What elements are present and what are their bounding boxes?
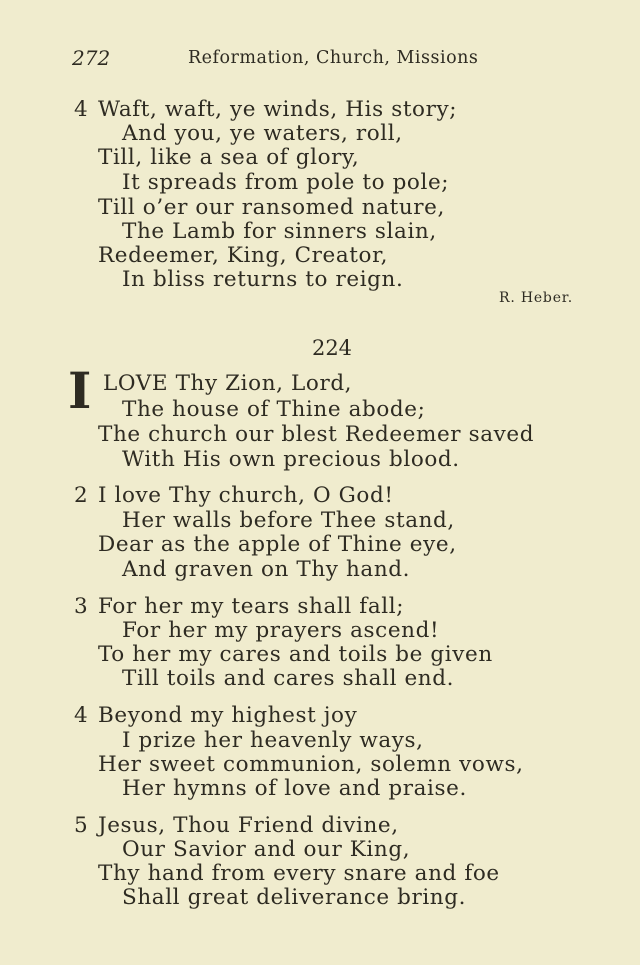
verse-line: The Lamb for sinners slain, bbox=[122, 219, 437, 244]
verse-line: Thy hand from every snare and foe bbox=[98, 861, 500, 886]
verse-line: Redeemer, King, Creator, bbox=[98, 243, 389, 268]
verse-line: With His own precious blood. bbox=[122, 447, 460, 472]
verse-line: The church our blest Redeemer saved bbox=[98, 422, 535, 447]
verse-line: Waft, waft, ye winds, His story; bbox=[98, 97, 458, 122]
stanza-number: 5 bbox=[74, 813, 88, 838]
verse-line: In bliss returns to reign. bbox=[122, 267, 404, 292]
verse-line: Our Savior and our King, bbox=[122, 837, 411, 862]
verse-line: Till o’er our ransomed nature, bbox=[98, 195, 445, 220]
verse-line: For her my tears shall fall; bbox=[98, 594, 405, 619]
verse-line: Beyond my highest joy bbox=[98, 703, 358, 728]
verse-line: For her my prayers ascend! bbox=[122, 618, 440, 643]
verse-line: I prize her heavenly ways, bbox=[122, 728, 424, 753]
verse-line: I love Thy church, O God! bbox=[98, 483, 394, 508]
verse-line: LOVE Thy Zion, Lord, bbox=[103, 371, 353, 396]
stanza-number: 4 bbox=[74, 703, 88, 728]
running-title: Reformation, Church, Missions bbox=[188, 48, 479, 68]
stanza-number: 4 bbox=[74, 97, 88, 122]
verse-line: The house of Thine abode; bbox=[122, 397, 426, 422]
verse-line: Till toils and cares shall end. bbox=[122, 666, 455, 691]
page-number: 272 bbox=[72, 46, 111, 70]
verse-line: And you, ye waters, roll, bbox=[122, 121, 403, 146]
verse-line: Her walls before Thee stand, bbox=[122, 508, 455, 533]
drop-cap: I bbox=[68, 361, 92, 420]
verse-line: Dear as the apple of Thine eye, bbox=[98, 532, 457, 557]
verse-line: And graven on Thy hand. bbox=[122, 557, 411, 582]
verse-line: Her sweet communion, solemn vows, bbox=[98, 752, 524, 777]
stanza-number: 2 bbox=[74, 483, 88, 508]
hymn-number: 224 bbox=[311, 336, 353, 360]
verse-line: Shall great deliverance bring. bbox=[122, 885, 467, 910]
author-attribution: R. Heber. bbox=[499, 290, 573, 306]
verse-line: Her hymns of love and praise. bbox=[122, 776, 467, 801]
verse-line: Till, like a sea of glory, bbox=[98, 145, 360, 170]
verse-line: To her my cares and toils be given bbox=[98, 642, 493, 667]
verse-line: Jesus, Thou Friend divine, bbox=[98, 813, 399, 838]
stanza-number: 3 bbox=[74, 594, 88, 619]
page-header bbox=[72, 46, 479, 74]
verse-line: It spreads from pole to pole; bbox=[122, 170, 450, 195]
